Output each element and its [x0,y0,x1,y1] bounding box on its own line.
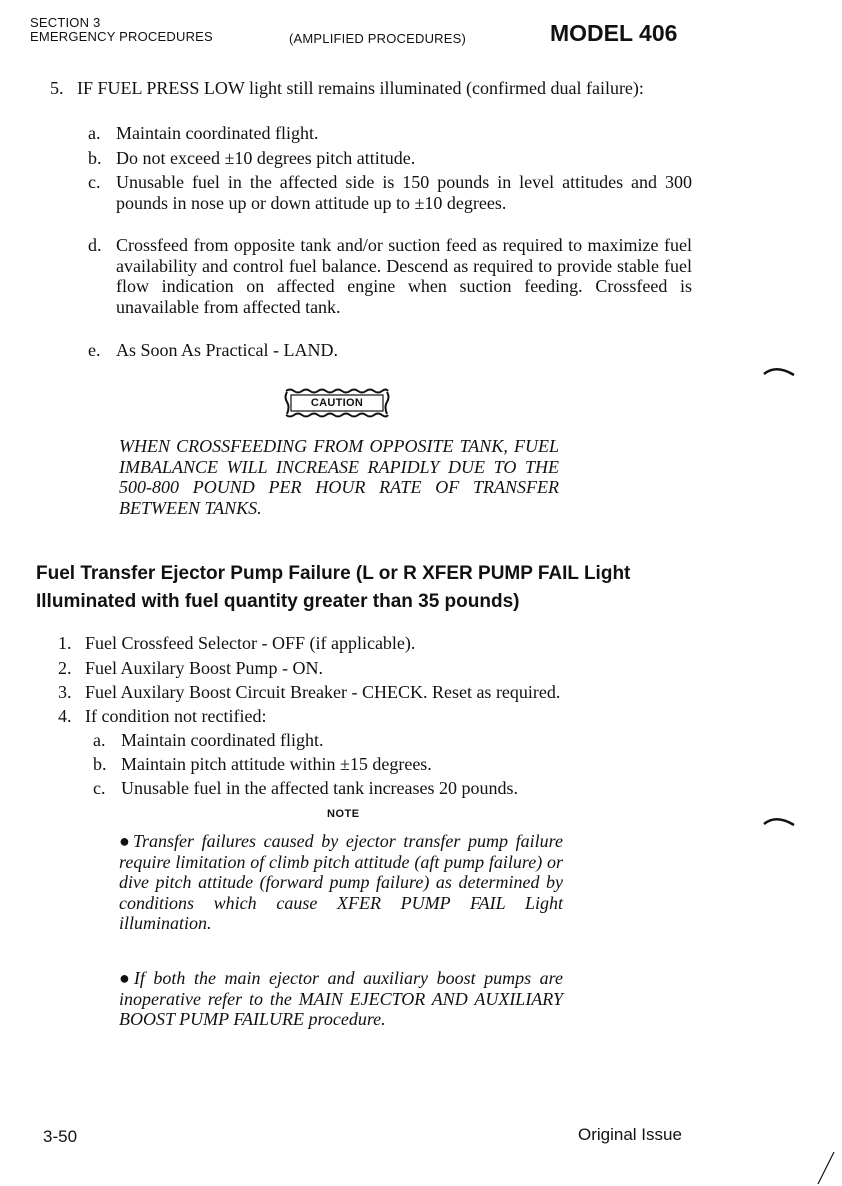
substep-text: Unusable fuel in the affected tank increases 20 pounds. [121,778,519,798]
substep-text: Maintain coordinated flight. [121,730,324,750]
substep-letter: b. [88,148,102,168]
section-heading: Fuel Transfer Ejector Pump Failure (L or R XFER PUMP FAIL Light Illuminated with fuel quantity greater than 35 pounds) [36,563,631,612]
step-text: Fuel Auxilary Boost Circuit Breaker - CHECK. Reset as required. [85,682,561,702]
substep-text: Crossfeed from opposite tank and/or suction feed as required to maximize fuel availability and control fuel balance. Descend as required to provide stable fuel flow indication on affected engine when suction feeding. Crossfeed is unavailable from affected tank. [116,235,692,317]
header-amplified: (AMPLIFIED PROCEDURES) [289,31,467,46]
substep-letter: d. [88,235,102,255]
caution-symbol [284,388,390,418]
step-number: 2. [58,658,72,678]
substep-letter: a. [88,123,101,143]
substep-text: Maintain coordinated flight. [116,123,319,143]
header-section-title: EMERGENCY PROCEDURES [30,29,213,44]
step-number: 4. [58,706,72,726]
bullet-icon: ● [119,831,133,851]
substep-letter: e. [88,340,101,360]
caution-label: CAUTION [310,397,364,409]
substep-text: Do not exceed ±10 degrees pitch attitude. [116,148,416,168]
substep-letter: c. [93,778,106,798]
step-number: 1. [58,633,72,653]
bullet-icon: ● [119,968,134,988]
issue-label: Original Issue [578,1125,682,1144]
revision-mark-icon [762,362,796,378]
step-number: 3. [58,682,72,702]
slash-mark-icon [814,1150,838,1186]
page-number: 3-50 [43,1127,78,1146]
step-text: If condition not rectified: [85,706,267,726]
note-bullet-text: Transfer failures caused by ejector transfer pump failure require limitation of climb pitch attitude (aft pump failure) or dive pitch attitude (forward pump failure) as determined by conditions which cause XFER PUMP FAIL Light illumination. [119,831,563,933]
substep-text: Maintain pitch attitude within ±15 degrees. [121,754,432,774]
step-text: Fuel Auxilary Boost Pump - ON. [85,658,324,678]
substep-letter: a. [93,730,106,750]
step-text: IF FUEL PRESS LOW light still remains illuminated (confirmed dual failure): [77,78,644,98]
note-bullet-text: If both the main ejector and auxiliary boost pumps are inoperative refer to the MAIN EJECTOR AND AUXILIARY BOOST PUMP FAILURE procedure. [119,968,563,1029]
revision-mark-icon [762,812,796,828]
caution-text: WHEN CROSSFEEDING FROM OPPOSITE TANK, FUEL IMBALANCE WILL INCREASE RAPIDLY DUE TO THE 500-800 POUND PER HOUR RATE OF TRANSFER BETWEEN TANKS. [119,436,559,518]
substep-text: As Soon As Practical - LAND. [116,340,338,360]
substep-text: Unusable fuel in the affected side is 150 pounds in level attitudes and 300 pounds in nose up or down attitude up to ±10 degrees. [116,172,692,213]
header-section: SECTION 3 [30,15,101,30]
running-header [30,16,213,44]
step-text: Fuel Crossfeed Selector - OFF (if applicable). [85,633,416,653]
note-bullet [119,968,563,1030]
substep-letter: b. [93,754,107,774]
note-bullet [119,831,563,934]
substep-letter: c. [88,172,101,192]
header-model: MODEL 406 [550,20,678,46]
step-number: 5. [50,78,64,98]
note-label: NOTE [327,808,360,820]
